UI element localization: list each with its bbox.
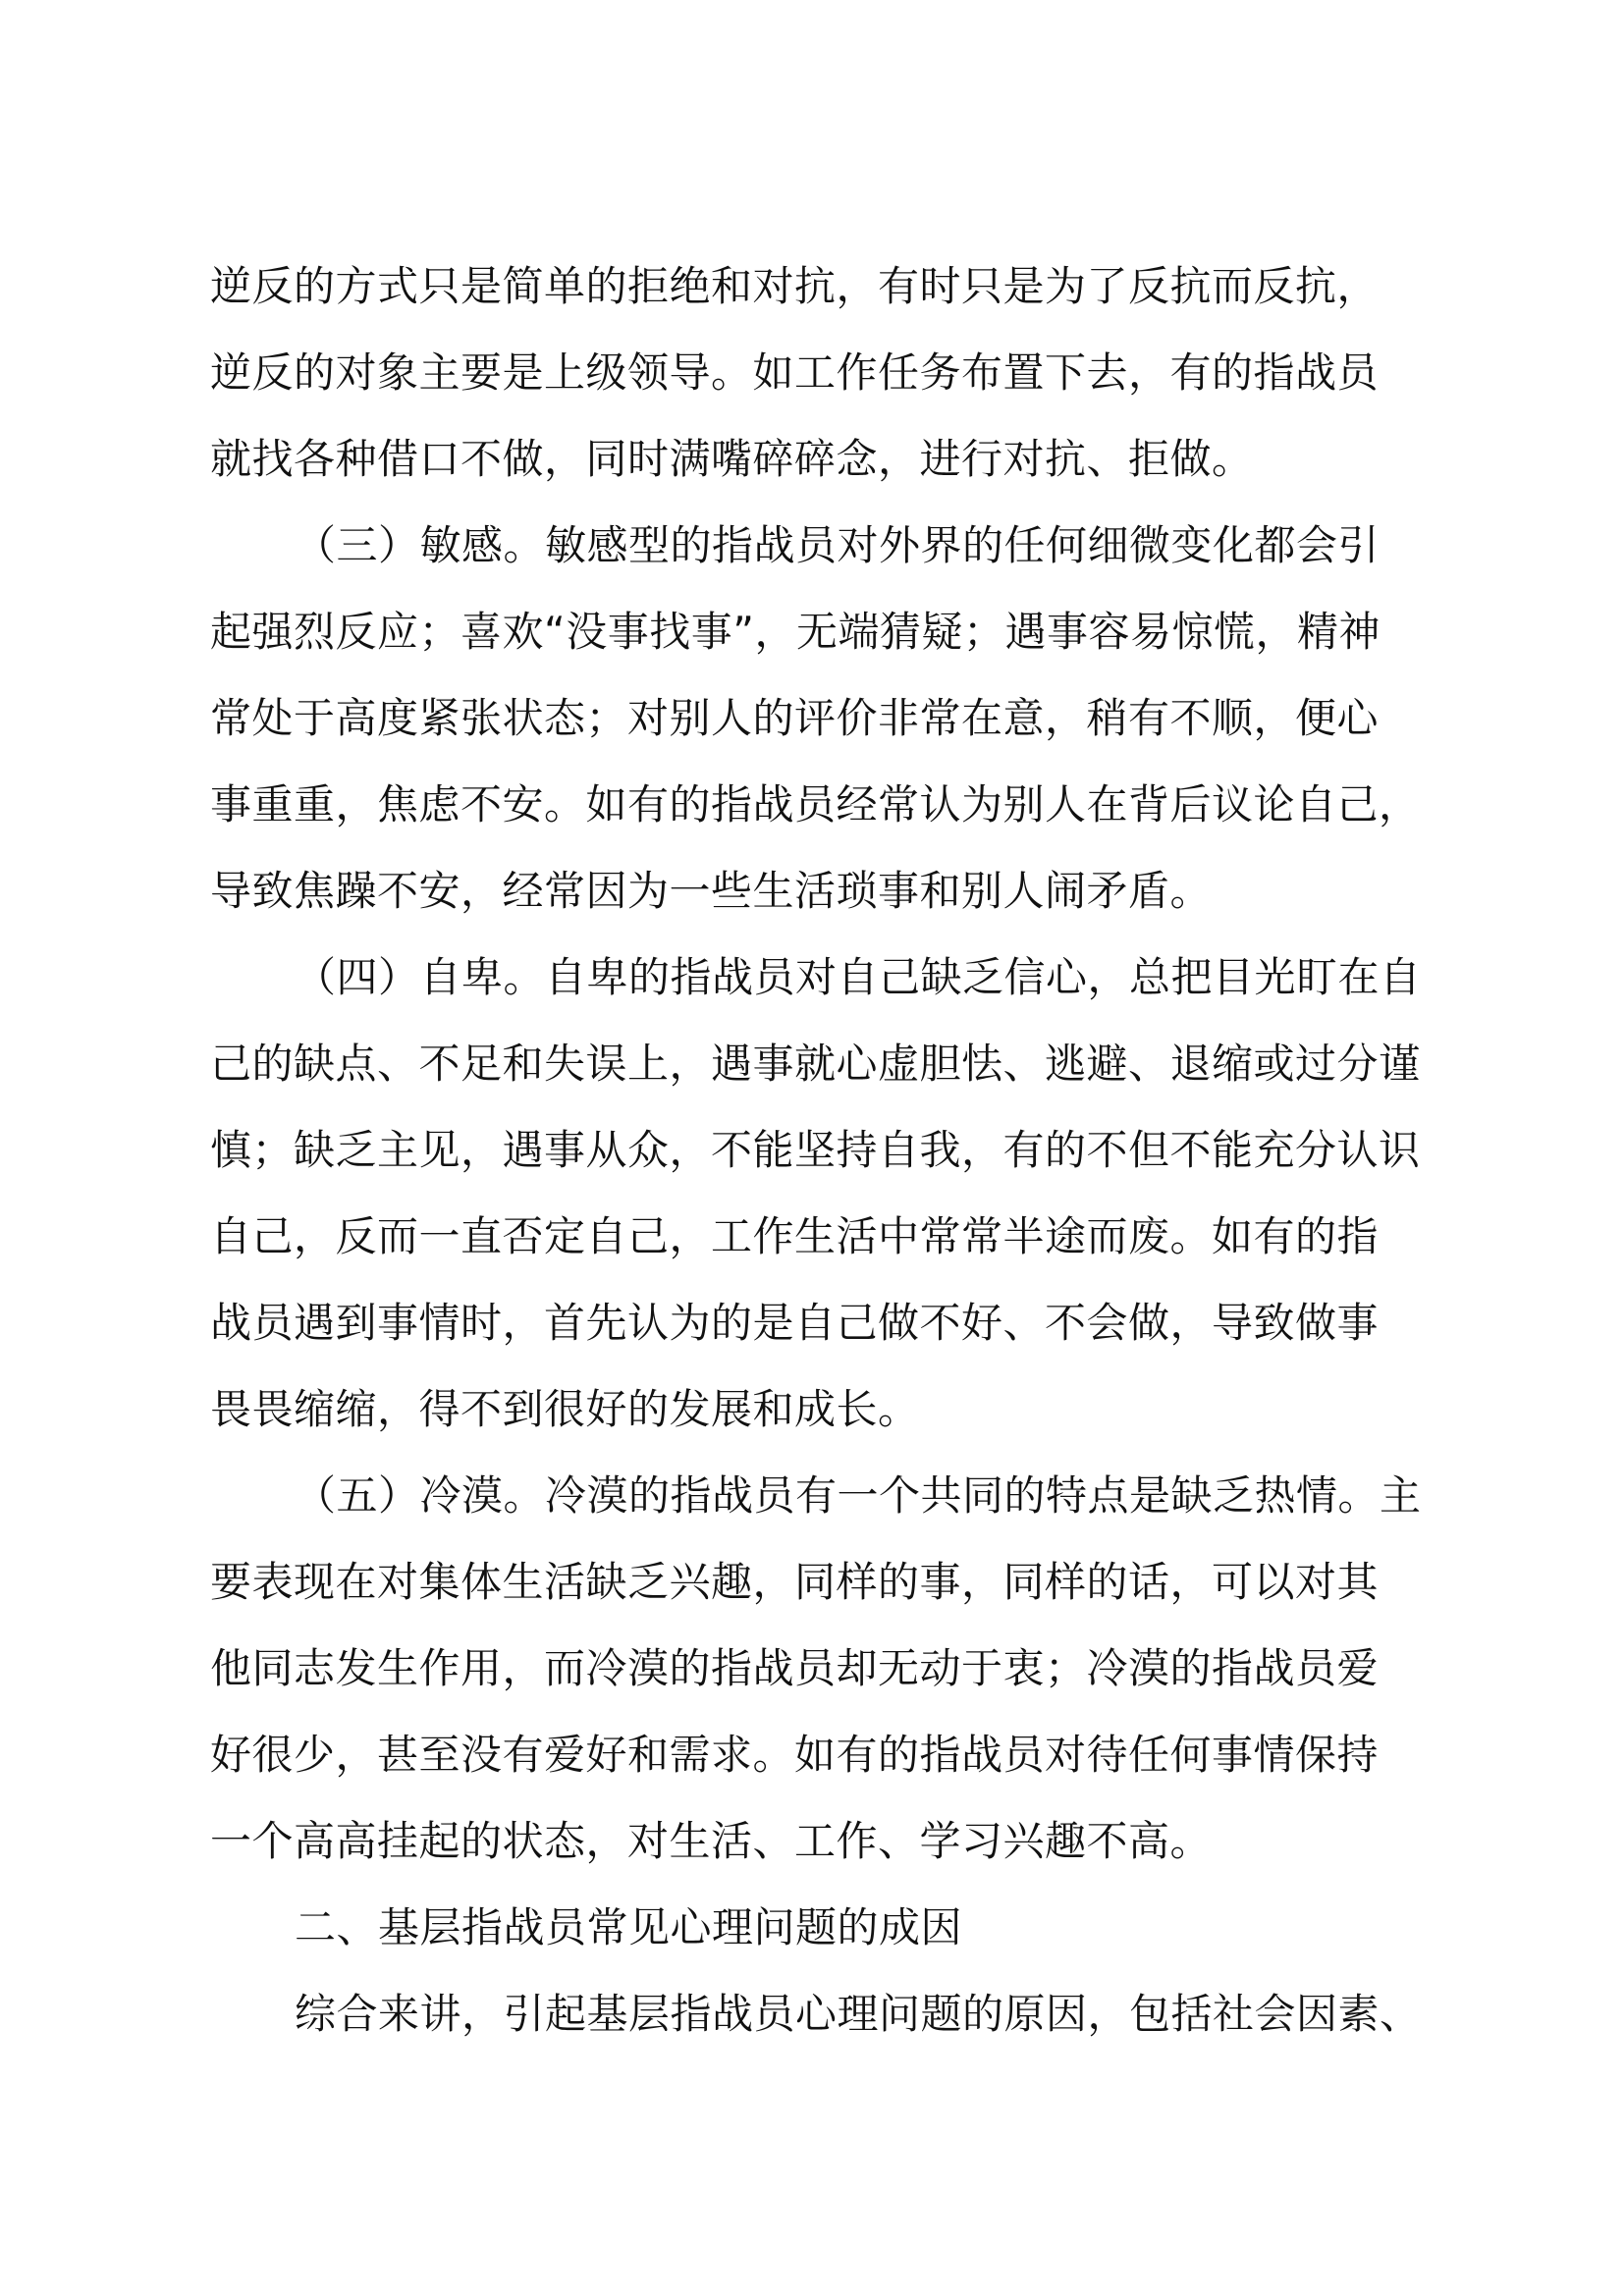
section-heading-line: （四）自卑。自卑的指战员对自己缺乏信心，总把目光盯在自 <box>295 953 1422 1001</box>
body-text-line: 逆反的对象主要是上级领导。如工作任务布置下去，有的指战员 <box>210 348 1380 397</box>
body-text-line: 要表现在对集体生活缺乏兴趣，同样的事，同样的话，可以对其 <box>210 1558 1380 1606</box>
body-text-line: 常处于高度紧张状态；对别人的评价非常在意，稍有不顺，便心 <box>210 694 1380 742</box>
body-text-line: 战员遇到事情时，首先认为的是自己做不好、不会做，导致做事 <box>210 1299 1380 1347</box>
section-heading-line: （三）敏感。敏感型的指战员对外界的任何细微变化都会引 <box>295 521 1380 569</box>
body-text-line: 事重重，焦虑不安。如有的指战员经常认为别人在背后议论自己， <box>210 780 1421 828</box>
body-text-line: 己的缺点、不足和失误上，遇事就心虚胆怯、逃避、退缩或过分谨 <box>210 1040 1421 1088</box>
body-text-line: 慎；缺乏主见，遇事从众，不能坚持自我，有的不但不能充分认识 <box>210 1126 1421 1174</box>
body-text-line: 好很少，甚至没有爱好和需求。如有的指战员对待任何事情保持 <box>210 1731 1380 1779</box>
body-text-line: 综合来讲，引起基层指战员心理问题的原因，包括社会因素、 <box>295 1990 1422 2038</box>
body-text-line: 畏畏缩缩，得不到很好的发展和成长。 <box>210 1385 920 1433</box>
body-text-line: 逆反的方式只是简单的拒绝和对抗，有时只是为了反抗而反抗， <box>210 262 1380 310</box>
body-text-line: 他同志发生作用，而冷漠的指战员却无动于衷；冷漠的指战员爱 <box>210 1644 1380 1692</box>
chapter-heading: 二、基层指战员常见心理问题的成因 <box>295 1903 963 1951</box>
body-text-line: 起强烈反应；喜欢“没事找事”，无端猜疑；遇事容易惊慌，精神 <box>210 608 1381 656</box>
body-text-line: 自己，反而一直否定自己，工作生活中常常半途而废。如有的指 <box>210 1212 1380 1260</box>
section-heading-line: （五）冷漠。冷漠的指战员有一个共同的特点是缺乏热情。主 <box>295 1471 1422 1520</box>
body-text-line: 导致焦躁不安，经常因为一些生活琐事和别人闹矛盾。 <box>210 867 1213 915</box>
body-text-line: 一个高高挂起的状态，对生活、工作、学习兴趣不高。 <box>210 1817 1213 1865</box>
body-text-line: 就找各种借口不做，同时满嘴碎碎念，进行对抗、拒做。 <box>210 435 1254 483</box>
